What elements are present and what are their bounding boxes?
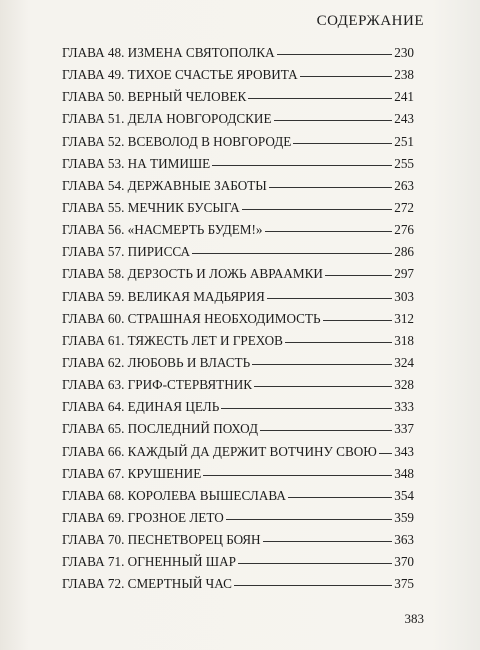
toc-entry-title: ГЛАВА 48. ИЗМЕНА СВЯТОПОЛКА bbox=[62, 45, 275, 60]
toc-leader-line bbox=[288, 497, 392, 498]
toc-leader-line bbox=[285, 342, 392, 343]
toc-entry-title: ГЛАВА 63. ГРИФ-СТЕРВЯТНИК bbox=[62, 377, 253, 393]
toc-entry-page: 238 bbox=[394, 67, 414, 83]
toc-entry bbox=[62, 576, 414, 598]
toc-entry-page: 337 bbox=[394, 421, 414, 437]
toc-entry-title: ГЛАВА 70. ПЕСНЕТВОРЕЦ БОЯН bbox=[62, 532, 261, 548]
toc-entry bbox=[62, 45, 414, 67]
toc-leader-line bbox=[212, 165, 392, 166]
toc-entry bbox=[62, 510, 414, 532]
toc-leader-line bbox=[192, 253, 392, 254]
toc-entry bbox=[62, 89, 414, 111]
toc-leader-line bbox=[300, 76, 392, 77]
toc-leader-line bbox=[277, 54, 392, 55]
toc-entry bbox=[62, 377, 414, 399]
toc-entry-title: ГЛАВА 66. КАЖДЫЙ ДА ДЕРЖИТ ВОТЧИНУ СВОЮ bbox=[62, 443, 377, 459]
toc-leader-line bbox=[221, 408, 392, 409]
toc-entry-title: ГЛАВА 53. НА ТИМИШЕ bbox=[62, 155, 211, 171]
toc-entry-page: 333 bbox=[394, 399, 414, 415]
toc-entry-page: 286 bbox=[394, 244, 414, 260]
toc-entry-page: 328 bbox=[394, 377, 414, 393]
toc-leader-line bbox=[323, 320, 392, 321]
toc-entry-page: 348 bbox=[394, 465, 414, 481]
toc-entry bbox=[62, 554, 414, 576]
toc-entry bbox=[62, 156, 414, 178]
toc-entry-title: ГЛАВА 49. ТИХОЕ СЧАСТЬЕ ЯРОВИТА bbox=[62, 67, 298, 83]
toc-entry bbox=[62, 244, 414, 266]
toc-leader-line bbox=[252, 364, 392, 365]
page-number: 383 bbox=[404, 611, 424, 626]
toc-entry bbox=[62, 466, 414, 488]
toc-entry bbox=[62, 289, 414, 311]
toc-entry-page: 263 bbox=[394, 177, 414, 193]
toc-entry bbox=[62, 178, 414, 200]
toc-entry-title: ГЛАВА 60. СТРАШНАЯ НЕОБХОДИМОСТЬ bbox=[62, 310, 321, 326]
toc-leader-line bbox=[274, 120, 393, 121]
toc-leader-line bbox=[254, 386, 392, 387]
toc-entry-page: 375 bbox=[394, 576, 414, 592]
toc-leader-line bbox=[248, 98, 392, 99]
toc-entry-page: 370 bbox=[394, 554, 414, 570]
toc-entry-title: ГЛАВА 54. ДЕРЖАВНЫЕ ЗАБОТЫ bbox=[62, 177, 267, 193]
toc-entry-page: 359 bbox=[394, 509, 414, 525]
toc-entry bbox=[62, 444, 414, 466]
toc-entry bbox=[62, 67, 414, 89]
table-of-contents bbox=[62, 45, 414, 599]
toc-leader-line bbox=[265, 231, 392, 232]
toc-entry-page: 272 bbox=[394, 199, 414, 215]
toc-leader-line bbox=[260, 430, 392, 431]
toc-leader-line bbox=[263, 541, 392, 542]
toc-entry bbox=[62, 355, 414, 377]
toc-leader-line bbox=[379, 453, 392, 454]
toc-entry-page: 363 bbox=[394, 532, 414, 548]
toc-entry-title: ГЛАВА 68. КОРОЛЕВА ВЫШЕСЛАВА bbox=[62, 487, 286, 503]
toc-entry bbox=[62, 488, 414, 510]
toc-entry-title: ГЛАВА 64. ЕДИНАЯ ЦЕЛЬ bbox=[62, 399, 220, 415]
toc-leader-line bbox=[325, 275, 392, 276]
toc-entry-page: 230 bbox=[394, 45, 414, 60]
toc-entry bbox=[62, 222, 414, 244]
toc-entry-page: 343 bbox=[394, 443, 414, 459]
toc-entry-title: ГЛАВА 58. ДЕРЗОСТЬ И ЛОЖЬ АВРААМКИ bbox=[62, 266, 323, 282]
toc-entry-title: ГЛАВА 55. МЕЧНИК БУСЫГА bbox=[62, 199, 240, 215]
toc-entry-title: ГЛАВА 56. «НАСМЕРТЬ БУДЕМ!» bbox=[62, 222, 263, 238]
toc-entry-page: 243 bbox=[394, 111, 414, 127]
toc-entry bbox=[62, 532, 414, 554]
toc-leader-line bbox=[226, 519, 392, 520]
toc-entry-title: ГЛАВА 61. ТЯЖЕСТЬ ЛЕТ И ГРЕХОВ bbox=[62, 332, 283, 348]
toc-entry-page: 354 bbox=[394, 487, 414, 503]
toc-leader-line bbox=[267, 298, 392, 299]
toc-leader-line bbox=[242, 209, 392, 210]
toc-entry-page: 324 bbox=[394, 354, 414, 370]
toc-entry-title: ГЛАВА 51. ДЕЛА НОВГОРОДСКИЕ bbox=[62, 111, 272, 127]
toc-entry-title: ГЛАВА 52. ВСЕВОЛОД В НОВГОРОДЕ bbox=[62, 133, 292, 149]
toc-entry bbox=[62, 200, 414, 222]
toc-entry bbox=[62, 111, 414, 133]
toc-entry bbox=[62, 333, 414, 355]
toc-entry-title: ГЛАВА 50. ВЕРНЫЙ ЧЕЛОВЕК bbox=[62, 89, 247, 105]
toc-entry-title: ГЛАВА 72. СМЕРТНЫЙ ЧАС bbox=[62, 576, 232, 592]
toc-leader-line bbox=[238, 563, 392, 564]
toc-entry-page: 312 bbox=[394, 310, 414, 326]
toc-entry-title: ГЛАВА 57. ПИРИССА bbox=[62, 244, 191, 260]
toc-leader-line bbox=[234, 585, 392, 586]
toc-entry-page: 303 bbox=[394, 288, 414, 304]
toc-entry-page: 255 bbox=[394, 155, 414, 171]
toc-leader-line bbox=[269, 187, 392, 188]
toc-leader-line bbox=[203, 475, 392, 476]
toc-entry-page: 241 bbox=[394, 89, 414, 105]
toc-entry-page: 297 bbox=[394, 266, 414, 282]
toc-entry-title: ГЛАВА 65. ПОСЛЕДНИЙ ПОХОД bbox=[62, 421, 258, 437]
toc-entry-title: ГЛАВА 71. ОГНЕННЫЙ ШАР bbox=[62, 554, 236, 570]
toc-entry-title: ГЛАВА 62. ЛЮБОВЬ И ВЛАСТЬ bbox=[62, 354, 251, 370]
toc-entry bbox=[62, 421, 414, 443]
toc-entry bbox=[62, 399, 414, 421]
toc-entry-title: ГЛАВА 67. КРУШЕНИЕ bbox=[62, 465, 202, 481]
toc-entry-title: ГЛАВА 59. ВЕЛИКАЯ МАДЬЯРИЯ bbox=[62, 288, 265, 304]
toc-entry-title: ГЛАВА 69. ГРОЗНОЕ ЛЕТО bbox=[62, 509, 224, 525]
toc-entry-page: 318 bbox=[394, 332, 414, 348]
toc-leader-line bbox=[293, 143, 392, 144]
toc-entry bbox=[62, 311, 414, 333]
toc-entry-page: 276 bbox=[394, 222, 414, 238]
toc-entry bbox=[62, 134, 414, 156]
toc-entry bbox=[62, 266, 414, 288]
page-title: СОДЕРЖАНИЕ bbox=[316, 13, 424, 29]
toc-entry-page: 251 bbox=[394, 133, 414, 149]
